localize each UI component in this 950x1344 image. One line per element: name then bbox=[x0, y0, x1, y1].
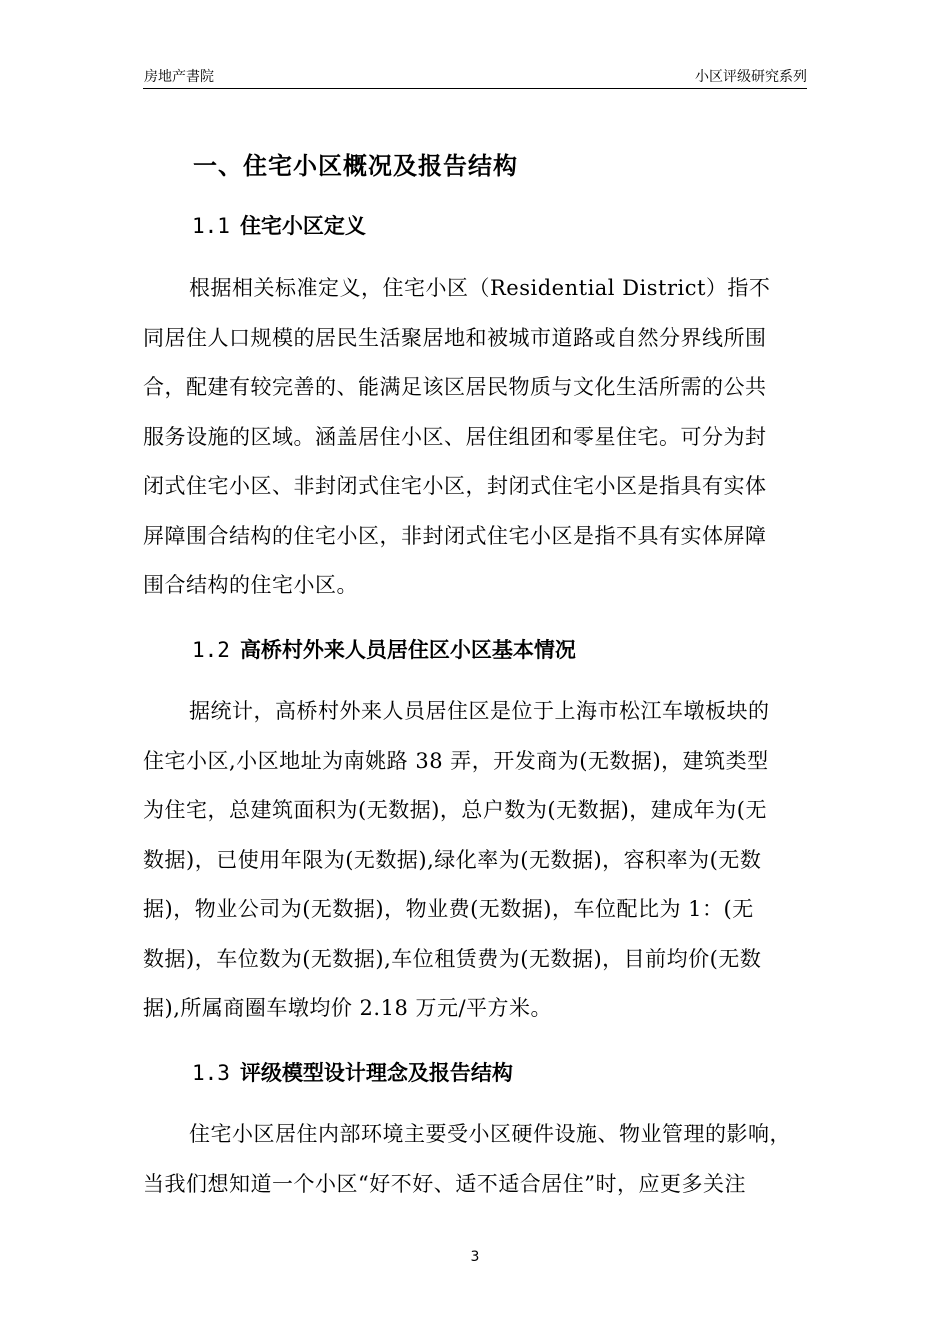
paragraph-line: 当我们想知道一个小区“好不好、适不适合居住”时，应更多关注 bbox=[143, 1171, 746, 1196]
header-publisher: 房地产書院 bbox=[144, 69, 214, 85]
section-title: 评级模型设计理念及报告结构 bbox=[239, 1061, 513, 1085]
paragraph-line: 同居住人口规模的居民生活聚居地和被城市道路或自然分界线所围 bbox=[143, 325, 767, 350]
paragraph-line: 为住宅，总建筑面积为(无数据)，总户数为(无数据)，建成年为(无 bbox=[143, 798, 767, 822]
paragraph-model-design bbox=[143, 1116, 815, 1215]
paragraph-line: 住宅小区,小区地址为南姚路 38 弄，开发商为(无数据)，建筑类型 bbox=[143, 748, 769, 773]
section-heading-1-2 bbox=[192, 634, 576, 664]
paragraph-line: 据),所属商圈车墩均价 2.18 万元/平方米。 bbox=[143, 996, 553, 1020]
paragraph-line: 据)，物业公司为(无数据)，物业费(无数据)，车位配比为 1：(无 bbox=[143, 897, 754, 921]
paragraph-line: 据统计，高桥村外来人员居住区是位于上海市松江车墩板块的 bbox=[189, 699, 770, 723]
section-number: 1.3 bbox=[192, 1061, 230, 1085]
section-title: 住宅小区定义 bbox=[239, 214, 366, 238]
paragraph-line: 屏障围合结构的住宅小区，非封闭式住宅小区是指不具有实体屏障 bbox=[143, 523, 767, 548]
page-header bbox=[143, 66, 807, 89]
section-number: 1.2 bbox=[192, 638, 230, 662]
section-heading-1-3 bbox=[192, 1057, 513, 1087]
paragraph-line: 围合结构的住宅小区。 bbox=[143, 573, 358, 597]
paragraph-basic-info bbox=[143, 693, 815, 1040]
section-number: 1.1 bbox=[192, 214, 230, 238]
paragraph-line: 数据)，已使用年限为(无数据),绿化率为(无数据)，容积率为(无数 bbox=[143, 847, 762, 872]
paragraph-line: 服务设施的区域。涵盖居住小区、居住组团和零星住宅。可分为封 bbox=[143, 424, 767, 449]
chapter-title: 一、住宅小区概况及报告结构 bbox=[193, 152, 518, 180]
page-number: 3 bbox=[470, 1249, 480, 1265]
paragraph-line: 根据相关标准定义，住宅小区（Residential District）指不 bbox=[189, 276, 771, 300]
paragraph-line: 住宅小区居住内部环境主要受小区硬件设施、物业管理的影响， bbox=[189, 1122, 791, 1146]
paragraph-line: 合，配建有较完善的、能满足该区居民物质与文化生活所需的公共 bbox=[143, 375, 767, 399]
paragraph-line: 闭式住宅小区、非封闭式住宅小区，封闭式住宅小区是指具有实体 bbox=[143, 474, 767, 498]
header-series-title: 小区评级研究系列 bbox=[695, 69, 807, 85]
paragraph-definition bbox=[143, 270, 815, 617]
paragraph-line: 数据)，车位数为(无数据),车位租赁费为(无数据)，目前均价(无数 bbox=[143, 946, 762, 971]
section-title: 高桥村外来人员居住区小区基本情况 bbox=[239, 638, 576, 662]
section-heading-1-1 bbox=[192, 210, 366, 240]
